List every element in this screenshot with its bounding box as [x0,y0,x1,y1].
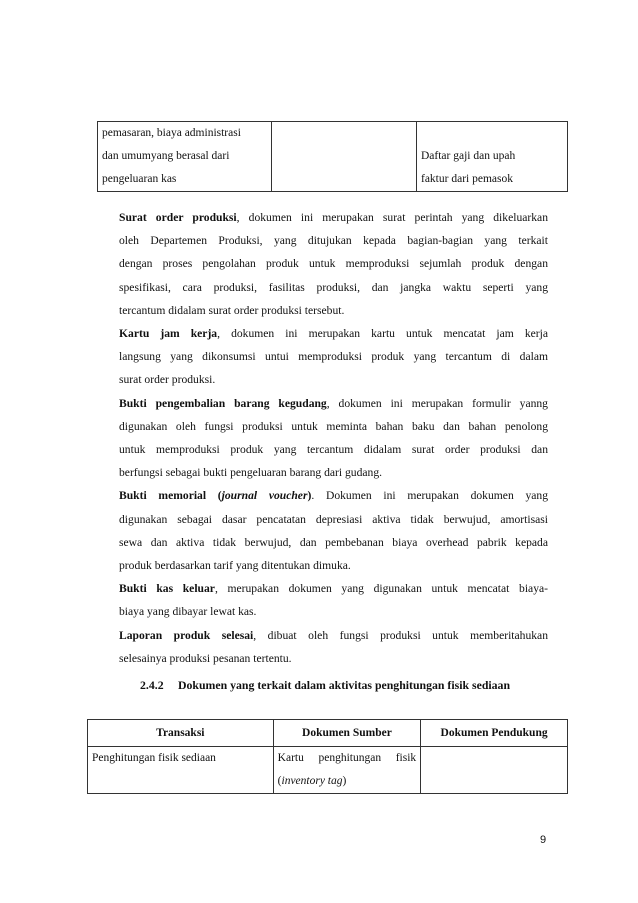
page-number: 9 [540,834,547,846]
text-line: digunakan oleh fungsi produksi untuk meminta bahan baku dan bahan penolong [119,419,548,433]
table-header-row [88,720,568,747]
cell-line [272,168,416,191]
paragraph-surat-order-produksi [119,206,548,322]
text-line: . Dokumen ini merupakan dokumen yang [311,489,548,503]
cell-transaksi [88,747,274,794]
text-line: , dibuat oleh fungsi produksi untuk memberitahukan [253,628,549,642]
cell-text: Kartu penghitungan fisik [277,752,417,764]
term-italic: journal voucher [221,489,308,503]
term [119,489,311,502]
text-line: dengan proses pengolahan produk untuk memproduksi sejumlah produk dengan [119,257,548,271]
table-row [98,122,568,192]
text-line: oleh Departemen Produksi, yang ditujukan kepada bagian-bagian yang terkait [119,234,548,248]
cell-dokumen-sumber [273,747,421,794]
term-text: Bukti memorial ( [119,489,222,503]
text-line: biaya yang dibayar lewat kas. [119,605,257,619]
continued-table [97,121,568,192]
header-dokumen-sumber: Dokumen Sumber [273,720,421,747]
cell-line [272,145,416,168]
table-cell-transaksi [98,122,272,192]
text-line: , dokumen ini merupakan surat perintah yang dikeluarkan [236,211,548,224]
term: Bukti pengembalian barang kegudang [119,396,327,410]
header-transaksi: Transaksi [88,720,274,747]
text-line: untuk memproduksi produk yang tercantum didalam surat order produksi dan [119,443,548,457]
document-body [119,206,548,670]
cell-line [417,122,567,145]
term: Laporan produk selesai [119,628,254,642]
paragraph-bukti-memorial [119,484,548,577]
paragraph-laporan-produk-selesai [119,624,548,670]
paren-open: ( [277,775,282,787]
cell-text [278,770,417,793]
text-line: , dokumen ini merupakan kartu untuk mencatat jam kerja [217,327,549,341]
paragraph-bukti-pengembalian [119,392,548,485]
text-line: digunakan sebagai dasar pencatatan depresiasi aktiva tidak berwujud, amortisasi [119,512,548,526]
cell-line: pengeluaran kas [102,173,177,185]
term: Surat order produksi [119,211,237,224]
term-close: ) [307,489,312,503]
term: Bukti kas keluar [119,582,215,596]
cell-line: pemasaran, biaya administrasi [102,127,241,139]
italic-term: inventory tag [281,775,343,787]
paragraph-kartu-jam-kerja [119,322,548,392]
cell-line: Daftar gaji dan upah [421,150,516,162]
text-line: surat order produksi. [119,373,216,387]
cell-line: faktur dari pemasok [421,173,513,185]
paragraph-bukti-kas-keluar [119,577,548,623]
term: Kartu jam kerja [119,327,218,341]
table-row [88,747,568,794]
cell-line: dan umumyang berasal dari [102,150,230,162]
text-line: tercantum didalam surat order produksi tersebut. [119,303,345,317]
text-line: langsung yang dikonsumsi untui memproduksi produk yang tercantum di dalam [119,350,548,364]
cell-dokumen-pendukung [421,747,568,794]
text-line: sewa dan aktiva tidak berwujud, dan pembebanan biaya overhead pabrik kepada [119,535,548,549]
text-line: berfungsi sebagai bukti pengeluaran barang dari gudang. [119,466,383,480]
section-title: Dokumen yang terkait dalam aktivitas penghitungan fisik sediaan [178,678,511,692]
documents-table [87,719,568,794]
cell-line [272,122,416,145]
text-line: selesainya produksi pesanan tertentu. [119,651,292,665]
text-line: produk berdasarkan tarif yang ditentukan dimuka. [119,559,351,573]
text-line: , merupakan dokumen yang digunakan untuk mencatat biaya- [214,582,548,596]
text-line: spesifikasi, cara produksi, fasilitas produksi, dan jangka waktu seperti yang [119,280,548,294]
cell-text: Penghitungan fisik sediaan [92,752,216,764]
section-number: 2.4.2 [140,678,164,692]
text-line: , dokumen ini merupakan formulir yanng [326,396,548,410]
table-cell-pendukung [417,122,568,192]
section-heading [140,678,510,693]
header-dokumen-pendukung: Dokumen Pendukung [421,720,568,747]
paren-close: ) [342,775,347,787]
table-cell-sumber [272,122,417,192]
